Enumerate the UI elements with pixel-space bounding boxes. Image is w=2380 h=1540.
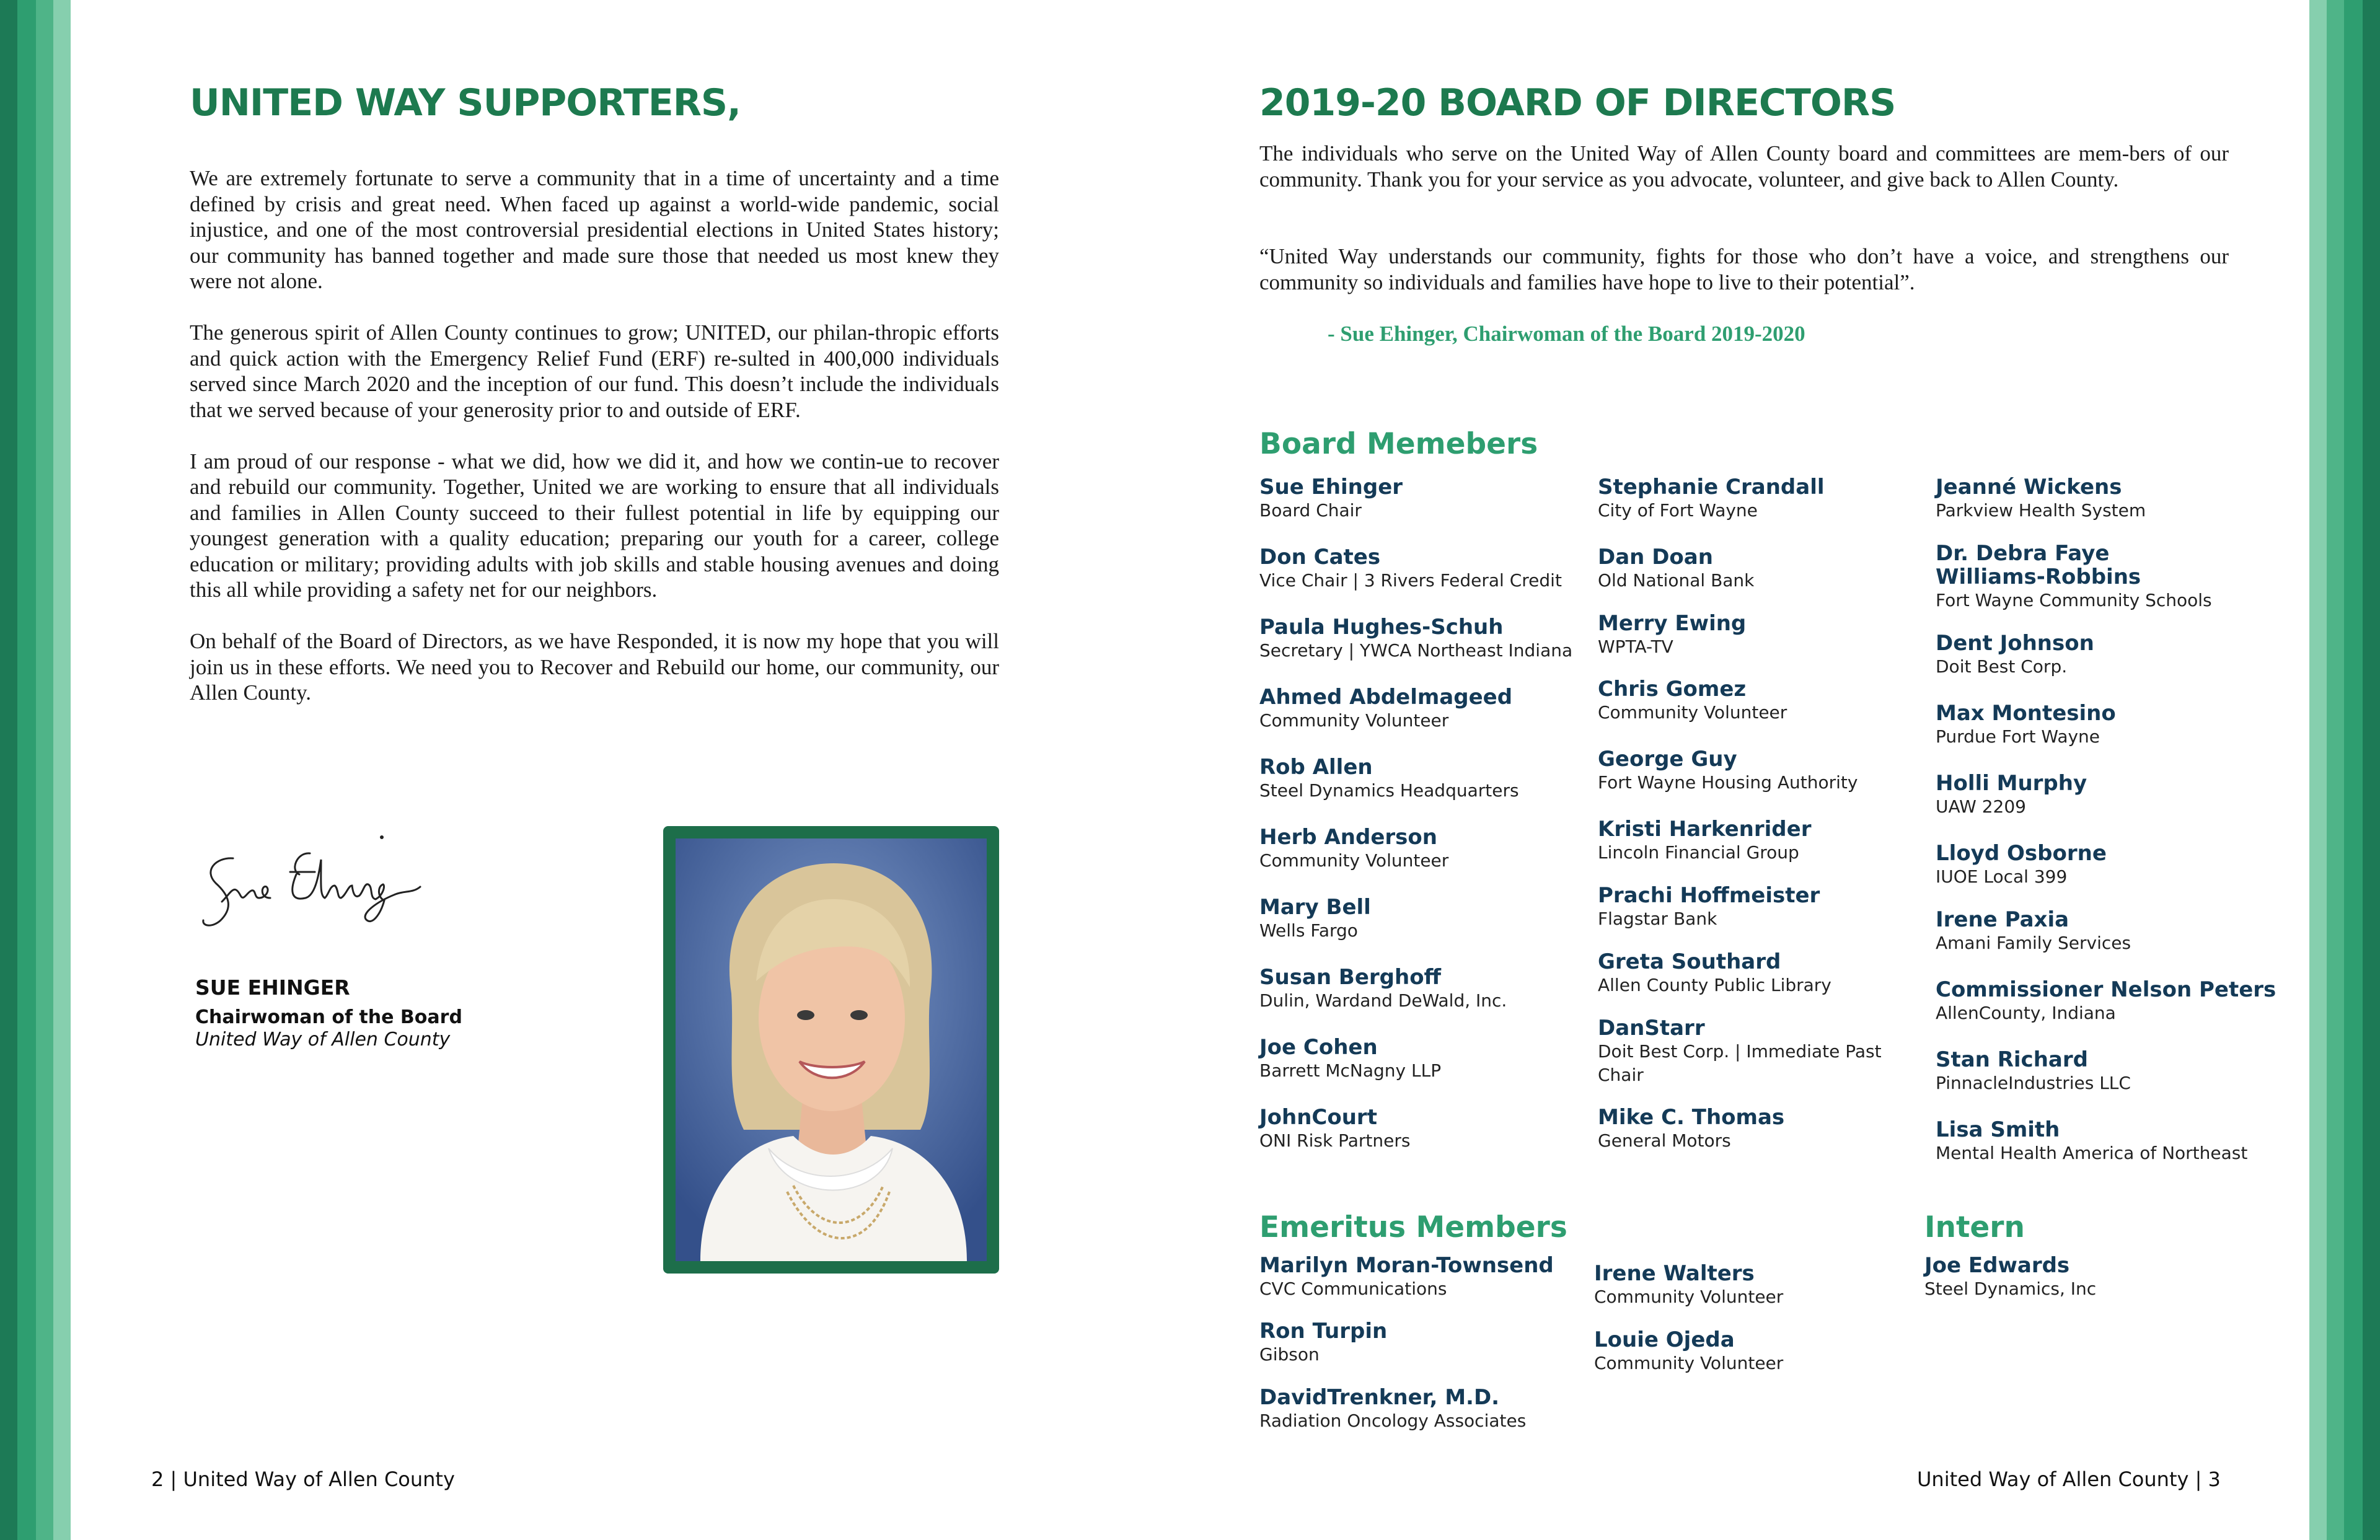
member-name: Dent Johnson [1936, 631, 2094, 656]
member-name: George Guy [1598, 747, 1737, 772]
member-name: Joe Edwards [1924, 1253, 2070, 1278]
left-stripe-1 [0, 0, 17, 1540]
member-role: Flagstar Bank [1598, 909, 1717, 929]
letter-paragraph-3: I am proud of our response - what we did, how we did it, and how we contin-ue to recover and rebuild our community. Together, United we are working to ensure that all individuals and families in Allen County succeed to their fullest potential in life by equipping our youngest generation with a quality education; preparing our youth for a career, college education or military; providing adults with job skills and stable housing avenues and doing this all while providing a safety net for our neighbors. [190, 449, 999, 602]
member-role: Barrett McNagny LLP [1259, 1060, 1442, 1081]
board-member [1936, 702, 2270, 749]
board-member [1598, 677, 1933, 724]
member-role: Wells Fargo [1259, 920, 1358, 941]
emeritus-member [1259, 1319, 1594, 1366]
member-name: Commissioner Nelson Peters [1936, 977, 2276, 1002]
member-name: Stan Richard [1936, 1047, 2088, 1072]
board-member [1259, 615, 1594, 662]
intern-member [1924, 1254, 2259, 1301]
member-role: Steel Dynamics, Inc [1924, 1278, 2097, 1299]
member-name: Jeanné Wickens [1936, 475, 2122, 499]
member-name: Marilyn Moran-Townsend [1259, 1253, 1554, 1278]
board-member [1936, 1048, 2270, 1095]
member-role: WPTA-TV [1598, 636, 1673, 657]
member-name: Irene Paxia [1936, 907, 2069, 932]
board-member [1598, 612, 1933, 659]
portrait-photo [676, 838, 987, 1261]
letter-body [190, 165, 999, 731]
right-stripe-4 [2309, 0, 2327, 1540]
member-name: Holli Murphy [1936, 771, 2087, 796]
board-member [1259, 895, 1594, 943]
board-member [1598, 950, 1933, 997]
member-role-continued: Chair [1598, 1065, 1644, 1085]
member-name: Irene Walters [1594, 1261, 1755, 1286]
member-name: Merry Ewing [1598, 611, 1747, 636]
right-stripe-3 [2327, 0, 2344, 1540]
emeritus-member [1259, 1386, 1594, 1433]
member-role: Radiation Oncology Associates [1259, 1410, 1527, 1431]
board-member [1259, 545, 1594, 592]
member-role: Allen County Public Library [1598, 975, 1831, 995]
emeritus-member [1594, 1328, 1929, 1375]
member-name: JohnCourt [1259, 1105, 1377, 1130]
member-role: Fort Wayne Community Schools [1936, 590, 2212, 610]
member-role: Community Volunteer [1598, 702, 1787, 723]
member-name-continued: Williams-Robbins [1936, 565, 2141, 589]
board-member [1936, 977, 2276, 1025]
member-role: General Motors [1598, 1130, 1731, 1151]
signatory-title: Chairwoman of the Board [195, 1006, 462, 1028]
board-member [1936, 542, 2270, 612]
letter-paragraph-1: We are extremely fortunate to serve a community that in a time of uncertainty and a time defined by crisis and great need. When faced up against a world-wide pandemic, social injustice, and one of the most controversial presidential elections in United States history; our community has banned together and made sure those that needed us most knew they were not alone. [190, 166, 999, 293]
board-member [1259, 755, 1594, 803]
member-name: Ron Turpin [1259, 1319, 1388, 1344]
member-role: Steel Dynamics Headquarters [1259, 780, 1519, 801]
member-role: Community Volunteer [1259, 850, 1449, 871]
right-footer: United Way of Allen County | 3 [1917, 1467, 2221, 1491]
member-role: Mental Health America of Northeast [1936, 1143, 2248, 1163]
member-name: Rob Allen [1259, 755, 1373, 780]
member-name: Joe Cohen [1259, 1035, 1378, 1060]
right-page-heading: 2019-20 BOARD OF DIRECTORS [1259, 81, 1896, 125]
signatory-name: SUE EHINGER [195, 975, 350, 1000]
member-name: Lloyd Osborne [1936, 841, 2107, 866]
member-role: PinnacleIndustries LLC [1936, 1073, 2131, 1093]
board-member [1259, 825, 1594, 873]
member-role: Dulin, Wardand DeWald, Inc. [1259, 990, 1507, 1011]
board-member [1598, 545, 1933, 592]
member-name: Mary Bell [1259, 895, 1371, 920]
board-member [1598, 884, 1933, 931]
member-name: Prachi Hoffmeister [1598, 883, 1820, 908]
member-role: IUOE Local 399 [1936, 866, 2068, 887]
member-role: Community Volunteer [1594, 1287, 1784, 1307]
board-member [1259, 1036, 1594, 1083]
member-name: Louie Ojeda [1594, 1327, 1735, 1352]
board-member [1259, 1106, 1594, 1153]
board-member [1936, 1118, 2270, 1165]
member-role: Doit Best Corp. | Immediate Past [1598, 1041, 1882, 1062]
member-role: ONI Risk Partners [1259, 1130, 1411, 1151]
left-page-heading: UNITED WAY SUPPORTERS, [190, 81, 741, 125]
right-stripe-2 [2344, 0, 2363, 1540]
board-member [1259, 966, 1594, 1013]
right-stripe-1 [2363, 0, 2380, 1540]
board-member [1259, 685, 1594, 733]
emeritus-heading: Emeritus Members [1259, 1210, 1567, 1244]
member-role: Purdue Fort Wayne [1936, 726, 2100, 747]
board-member [1598, 817, 1933, 865]
board-member [1598, 475, 1933, 522]
board-member [1598, 1016, 1933, 1087]
left-stripe-2 [17, 0, 36, 1540]
board-member [1598, 1106, 1933, 1153]
member-name: Ahmed Abdelmageed [1259, 685, 1513, 710]
board-member [1936, 772, 2270, 819]
board-member [1936, 842, 2270, 889]
left-footer: 2 | United Way of Allen County [151, 1467, 455, 1491]
member-name: Greta Southard [1598, 949, 1781, 974]
board-quote: “United Way understands our community, fights for those who don’t have a voice, and strengthens our community so individuals and families have hope to live to their potential”. [1259, 244, 2229, 294]
member-name: Paula Hughes-Schuh [1259, 615, 1504, 640]
intern-heading: Intern [1924, 1210, 2025, 1244]
member-role: UAW 2209 [1936, 796, 2026, 817]
emeritus-member [1594, 1262, 1929, 1309]
board-member [1936, 631, 2270, 679]
member-role: Parkview Health System [1936, 500, 2146, 521]
member-name: Sue Ehinger [1259, 475, 1403, 499]
member-name: Stephanie Crandall [1598, 475, 1825, 499]
member-name: Dan Doan [1598, 545, 1713, 570]
member-role: Amani Family Services [1936, 933, 2131, 953]
member-role: Community Volunteer [1259, 710, 1449, 731]
member-role: Old National Bank [1598, 570, 1755, 591]
member-role: CVC Communications [1259, 1278, 1447, 1299]
member-role: City of Fort Wayne [1598, 500, 1758, 521]
quote-attribution: - Sue Ehinger, Chairwoman of the Board 2019-2020 [1328, 322, 1805, 346]
member-name: Dr. Debra Faye [1936, 541, 2110, 566]
board-member [1598, 747, 1933, 794]
member-name: Don Cates [1259, 545, 1381, 570]
signatory-organization: United Way of Allen County [195, 1029, 451, 1050]
member-role: Secretary | YWCA Northeast Indiana [1259, 640, 1573, 661]
board-member [1936, 908, 2270, 955]
member-name: Max Montesino [1936, 701, 2116, 726]
board-intro: The individuals who serve on the United Way of Allen County board and committees are mem-bers of our community. Thank you for your service as you advocate, volunteer, and give back to Allen County. [1259, 141, 2229, 191]
member-role: Community Volunteer [1594, 1353, 1784, 1373]
member-role: AllenCounty, Indiana [1936, 1003, 2116, 1023]
member-role: Fort Wayne Housing Authority [1598, 772, 1858, 793]
board-members-heading: Board Memebers [1259, 427, 1538, 461]
member-name: Chris Gomez [1598, 677, 1747, 702]
board-member [1259, 475, 1594, 522]
handwritten-signature [197, 834, 433, 939]
letter-paragraph-4: On behalf of the Board of Directors, as we have Responded, it is now my hope that you will join us in these efforts. We need you to Recover and Rebuild our home, our community, our Allen County. [190, 629, 999, 705]
member-name: DavidTrenkner, M.D. [1259, 1385, 1500, 1410]
member-role: Gibson [1259, 1344, 1320, 1365]
letter-paragraph-2: The generous spirit of Allen County continues to grow; UNITED, our philan-thropic efforts and quick action with the Emergency Relief Fund (ERF) re-sulted in 400,000 individuals served since March 2020 and the inception of our fund. This doesn’t include the individuals that we served because of your generosity prior to and outside of ERF. [190, 320, 999, 422]
member-name: DanStarr [1598, 1016, 1705, 1041]
board-member [1936, 475, 2270, 522]
member-name: Mike C. Thomas [1598, 1105, 1785, 1130]
member-role: Doit Best Corp. [1936, 656, 2068, 677]
left-stripe-3 [36, 0, 53, 1540]
member-name: Lisa Smith [1936, 1117, 2060, 1142]
left-stripe-4 [53, 0, 71, 1540]
member-name: Kristi Harkenrider [1598, 817, 1812, 842]
member-role: Vice Chair | 3 Rivers Federal Credit [1259, 570, 1562, 591]
emeritus-member [1259, 1254, 1594, 1301]
member-role: Lincoln Financial Group [1598, 842, 1799, 863]
member-name: Susan Berghoff [1259, 965, 1442, 990]
portrait-photo-frame [663, 826, 999, 1274]
member-role: Board Chair [1259, 500, 1362, 521]
member-name: Herb Anderson [1259, 825, 1437, 850]
